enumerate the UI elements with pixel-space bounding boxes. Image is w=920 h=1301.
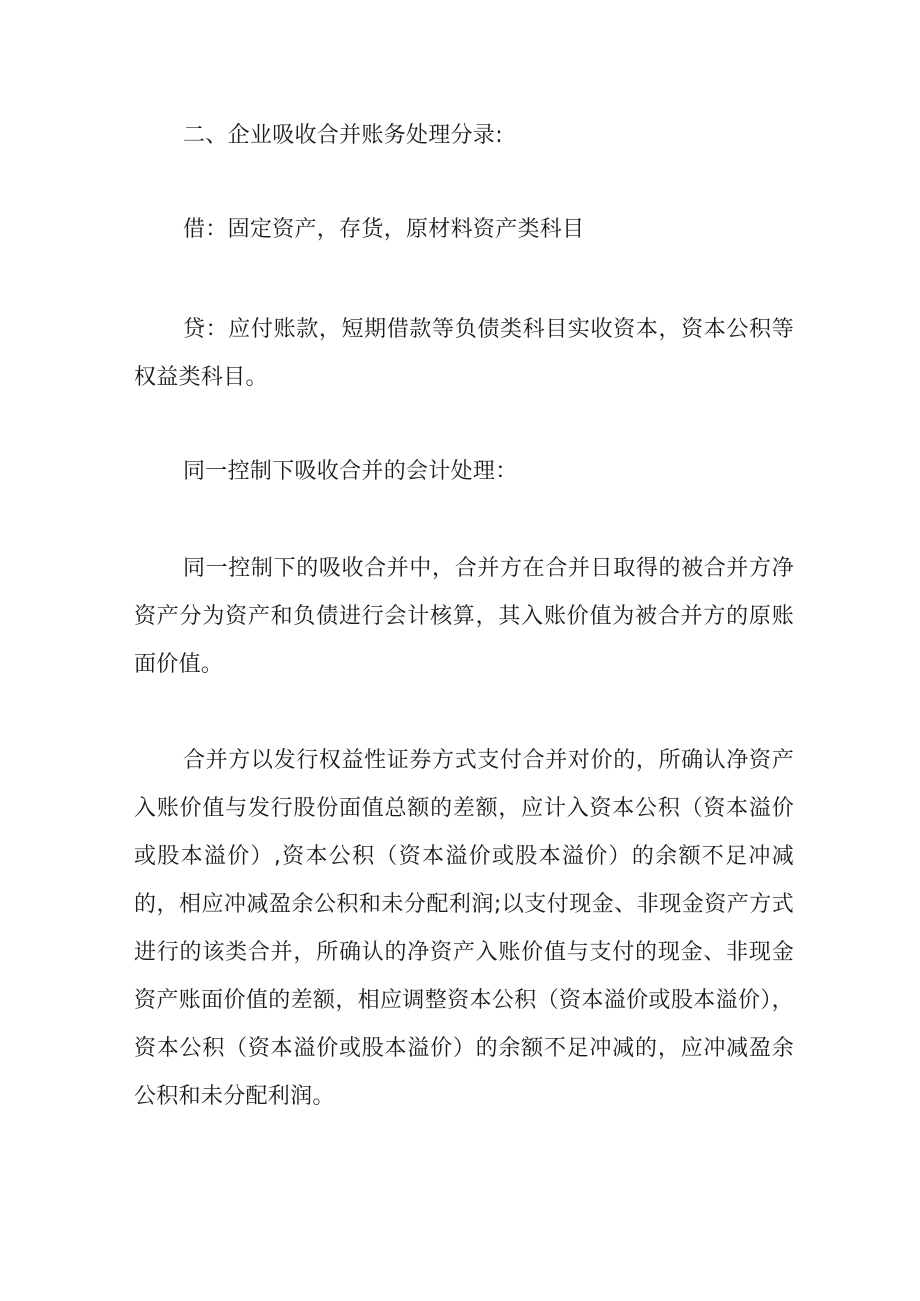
body-paragraph-2: 合并方以发行权益性证券方式支付合并对价的，所确认净资产入账价值与发行股份面值总额的差额，应计入资本公积（资本溢价或股本溢价）,资本公积（资本溢价或股本溢价）的余额不足冲减的，相应冲减盈余公积和未分配利润;以支付现金、非现金资产方式进行的该类合并，所确认的净资产入账价值与支付的现金、非现金资产账面价值的差额，相应调整资本公积（资本溢价或股本溢价），资本公积（资本溢价或股本溢价）的余额不足冲减的，应冲减盈余公积和未分配利润。: [134, 748, 794, 1109]
debit-entry: 借：固定资产，存货，原材料资产类科目: [183, 217, 585, 242]
credit-entry: 贷：应付账款，短期借款等负债类科目实收资本，资本公积等权益类科目。: [134, 317, 794, 390]
subsection-heading: 同一控制下吸收合并的会计处理：: [183, 459, 518, 484]
section-heading: 二、企业吸收合并账务处理分录:: [183, 123, 503, 148]
body-paragraph-1: 同一控制下的吸收合并中，合并方在合并日取得的被合并方净资产分为资产和负债进行会计核算，其入账价值为被合并方的原账面价值。: [134, 556, 794, 677]
